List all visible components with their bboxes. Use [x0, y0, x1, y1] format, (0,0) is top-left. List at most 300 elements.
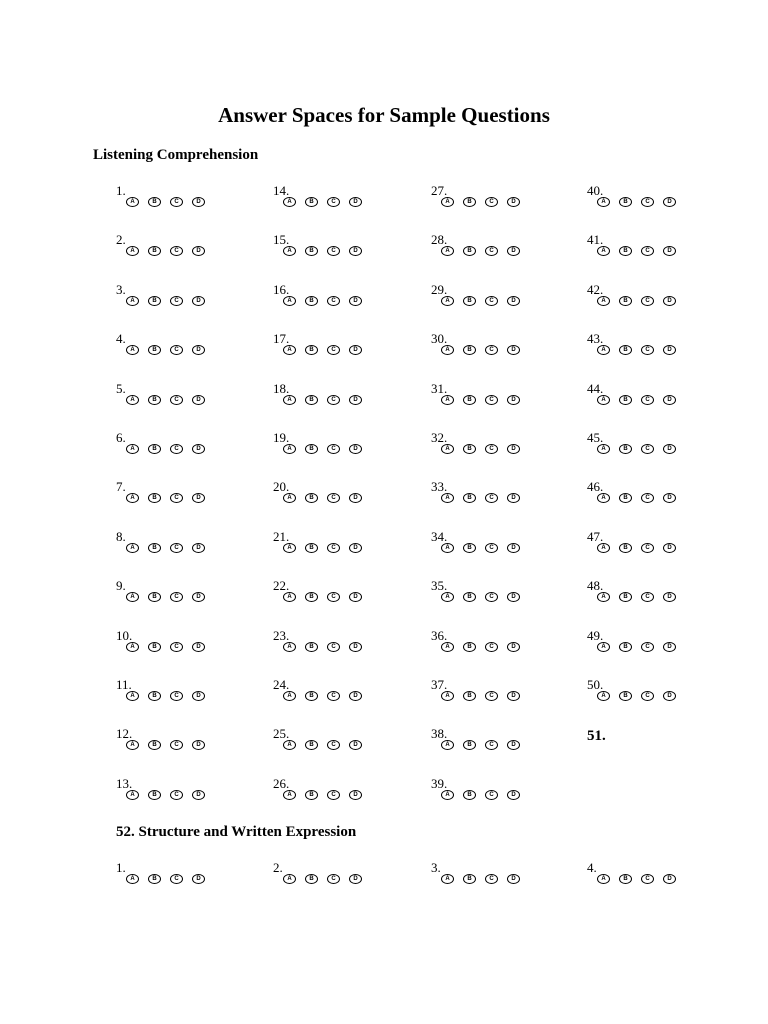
answer-bubble-b[interactable]: B: [619, 296, 632, 306]
answer-bubble-a[interactable]: A: [126, 246, 139, 256]
answer-bubble-d[interactable]: D: [192, 197, 205, 207]
answer-bubble-b[interactable]: B: [463, 874, 476, 884]
answer-bubble-b[interactable]: B: [305, 642, 318, 652]
answer-bubble-c[interactable]: C: [641, 395, 654, 405]
answer-bubble-d[interactable]: D: [349, 740, 362, 750]
answer-bubble-d[interactable]: D: [349, 246, 362, 256]
answer-bubble-b[interactable]: B: [463, 691, 476, 701]
answer-bubble-a[interactable]: A: [283, 296, 296, 306]
answer-bubble-a[interactable]: A: [126, 444, 139, 454]
answer-choices: [597, 592, 676, 601]
answer-bubble-d[interactable]: D: [349, 296, 362, 306]
answer-bubble-b[interactable]: B: [619, 642, 632, 652]
answer-bubble-d[interactable]: D: [663, 543, 676, 553]
answer-bubble-b[interactable]: B: [148, 874, 161, 884]
answer-bubble-a[interactable]: A: [126, 543, 139, 553]
answer-choices: [441, 197, 520, 206]
answer-item: [431, 579, 581, 609]
question-number: 3.: [431, 860, 441, 875]
answer-choices: [283, 395, 362, 404]
answer-bubble-b[interactable]: B: [148, 493, 161, 503]
answer-choices: [283, 444, 362, 453]
question-number: 18.: [273, 381, 290, 396]
answer-choices: [441, 874, 520, 883]
answer-bubble-a[interactable]: A: [597, 197, 610, 207]
question-number: 47.: [587, 529, 604, 544]
question-number: 44.: [587, 381, 604, 396]
answer-bubble-c[interactable]: C: [327, 345, 340, 355]
answer-bubble-d[interactable]: D: [663, 642, 676, 652]
answer-item: [116, 861, 266, 891]
answer-bubble-c[interactable]: C: [641, 345, 654, 355]
answer-item: [431, 332, 581, 362]
answer-bubble-b[interactable]: B: [463, 592, 476, 602]
answer-choices: [441, 740, 520, 749]
answer-item: [116, 777, 266, 807]
answer-item: [431, 233, 581, 263]
question-number: 48.: [587, 578, 604, 593]
answer-bubble-c[interactable]: C: [327, 444, 340, 454]
answer-choices: [441, 691, 520, 700]
answer-bubble-a[interactable]: A: [597, 345, 610, 355]
answer-bubble-a[interactable]: A: [597, 395, 610, 405]
section-title-structure: 52. Structure and Written Expression: [116, 824, 357, 840]
question-number: 4.: [587, 860, 597, 875]
answer-bubble-b[interactable]: B: [305, 543, 318, 553]
answer-bubble-a[interactable]: A: [597, 246, 610, 256]
answer-bubble-c[interactable]: C: [485, 691, 498, 701]
answer-bubble-c[interactable]: C: [327, 296, 340, 306]
answer-bubble-b[interactable]: B: [619, 246, 632, 256]
answer-bubble-d[interactable]: D: [507, 197, 520, 207]
answer-bubble-b[interactable]: B: [619, 345, 632, 355]
answer-bubble-d[interactable]: D: [349, 790, 362, 800]
answer-bubble-a[interactable]: A: [597, 592, 610, 602]
answer-bubble-b[interactable]: B: [148, 345, 161, 355]
answer-bubble-b[interactable]: B: [305, 592, 318, 602]
answer-bubble-b[interactable]: B: [463, 296, 476, 306]
answer-choices: [283, 691, 362, 700]
answer-choices: [126, 345, 205, 354]
answer-bubble-b[interactable]: B: [148, 592, 161, 602]
answer-bubble-a[interactable]: A: [126, 197, 139, 207]
answer-bubble-a[interactable]: A: [283, 642, 296, 652]
answer-bubble-d[interactable]: D: [507, 592, 520, 602]
answer-choices: [597, 691, 676, 700]
answer-bubble-c[interactable]: C: [641, 543, 654, 553]
answer-bubble-d[interactable]: D: [192, 395, 205, 405]
answer-item: [431, 727, 581, 757]
answer-bubble-c[interactable]: C: [485, 395, 498, 405]
answer-bubble-c[interactable]: C: [327, 493, 340, 503]
question-number: 34.: [431, 529, 448, 544]
answer-bubble-b[interactable]: B: [305, 790, 318, 800]
answer-item: [587, 629, 737, 659]
answer-bubble-c[interactable]: C: [641, 493, 654, 503]
answer-choices: [126, 592, 205, 601]
answer-bubble-c[interactable]: C: [327, 197, 340, 207]
answer-bubble-d[interactable]: D: [349, 444, 362, 454]
answer-bubble-b[interactable]: B: [463, 246, 476, 256]
answer-bubble-b[interactable]: B: [619, 592, 632, 602]
answer-bubble-b[interactable]: B: [463, 345, 476, 355]
answer-bubble-a[interactable]: A: [441, 691, 454, 701]
answer-bubble-a[interactable]: A: [441, 543, 454, 553]
answer-bubble-d[interactable]: D: [192, 592, 205, 602]
answer-item: [273, 678, 423, 708]
answer-bubble-c[interactable]: C: [170, 345, 183, 355]
answer-bubble-b[interactable]: B: [305, 493, 318, 503]
answer-bubble-d[interactable]: D: [663, 197, 676, 207]
question-number: 8.: [116, 529, 126, 544]
answer-bubble-c[interactable]: C: [170, 874, 183, 884]
answer-bubble-d[interactable]: D: [507, 444, 520, 454]
answer-bubble-c[interactable]: C: [170, 592, 183, 602]
answer-bubble-d[interactable]: D: [192, 246, 205, 256]
answer-choices: [441, 592, 520, 601]
answer-bubble-a[interactable]: A: [441, 740, 454, 750]
answer-bubble-d[interactable]: D: [192, 790, 205, 800]
answer-bubble-d[interactable]: D: [349, 395, 362, 405]
answer-bubble-d[interactable]: D: [192, 493, 205, 503]
question-number: 20.: [273, 479, 290, 494]
answer-choices: [126, 296, 205, 305]
answer-bubble-c[interactable]: C: [327, 691, 340, 701]
answer-bubble-c[interactable]: C: [485, 345, 498, 355]
answer-bubble-c[interactable]: C: [485, 790, 498, 800]
answer-bubble-c[interactable]: C: [170, 740, 183, 750]
section-title-listening: Listening Comprehension: [93, 147, 259, 163]
answer-bubble-a[interactable]: A: [597, 444, 610, 454]
answer-bubble-b[interactable]: B: [619, 444, 632, 454]
answer-choices: [126, 691, 205, 700]
answer-bubble-b[interactable]: B: [305, 740, 318, 750]
answer-bubble-a[interactable]: A: [126, 395, 139, 405]
answer-bubble-a[interactable]: A: [597, 642, 610, 652]
answer-bubble-b[interactable]: B: [305, 296, 318, 306]
answer-bubble-a[interactable]: A: [283, 543, 296, 553]
answer-bubble-d[interactable]: D: [349, 543, 362, 553]
answer-bubble-c[interactable]: C: [485, 740, 498, 750]
answer-bubble-c[interactable]: C: [485, 197, 498, 207]
answer-bubble-b[interactable]: B: [305, 874, 318, 884]
answer-bubble-d[interactable]: D: [663, 246, 676, 256]
answer-bubble-a[interactable]: A: [283, 790, 296, 800]
answer-bubble-c[interactable]: C: [170, 444, 183, 454]
answer-bubble-c[interactable]: C: [485, 543, 498, 553]
question-number: 4.: [116, 331, 126, 346]
answer-bubble-a[interactable]: A: [126, 493, 139, 503]
answer-item: [116, 233, 266, 263]
answer-bubble-a[interactable]: A: [597, 691, 610, 701]
answer-bubble-c[interactable]: C: [641, 197, 654, 207]
answer-bubble-d[interactable]: D: [663, 444, 676, 454]
answer-bubble-b[interactable]: B: [305, 246, 318, 256]
answer-bubble-d[interactable]: D: [507, 874, 520, 884]
answer-bubble-d[interactable]: D: [507, 642, 520, 652]
answer-bubble-a[interactable]: A: [441, 296, 454, 306]
answer-bubble-b[interactable]: B: [305, 395, 318, 405]
answer-bubble-d[interactable]: D: [192, 691, 205, 701]
answer-bubble-a[interactable]: A: [441, 345, 454, 355]
answer-bubble-a[interactable]: A: [283, 345, 296, 355]
answer-bubble-c[interactable]: C: [485, 444, 498, 454]
answer-bubble-b[interactable]: B: [463, 444, 476, 454]
answer-bubble-a[interactable]: A: [597, 296, 610, 306]
answer-bubble-c[interactable]: C: [327, 395, 340, 405]
answer-bubble-c[interactable]: C: [327, 592, 340, 602]
question-number: 43.: [587, 331, 604, 346]
answer-bubble-b[interactable]: B: [619, 874, 632, 884]
answer-bubble-d[interactable]: D: [507, 345, 520, 355]
page-title: Answer Spaces for Sample Questions: [218, 103, 550, 127]
answer-bubble-d[interactable]: D: [663, 395, 676, 405]
answer-bubble-d[interactable]: D: [349, 592, 362, 602]
answer-bubble-d[interactable]: D: [349, 345, 362, 355]
answer-choices: [283, 740, 362, 749]
answer-item: [273, 184, 423, 214]
answer-item: [431, 184, 581, 214]
answer-item: [587, 431, 737, 461]
answer-item: [116, 629, 266, 659]
answer-bubble-a[interactable]: A: [283, 874, 296, 884]
answer-bubble-c[interactable]: C: [327, 543, 340, 553]
answer-bubble-a[interactable]: A: [283, 197, 296, 207]
question-number: 31.: [431, 381, 448, 396]
question-number: 21.: [273, 529, 290, 544]
answer-bubble-c[interactable]: C: [485, 874, 498, 884]
answer-bubble-d[interactable]: D: [663, 345, 676, 355]
answer-bubble-c[interactable]: C: [641, 874, 654, 884]
answer-bubble-a[interactable]: A: [126, 790, 139, 800]
answer-bubble-d[interactable]: D: [507, 691, 520, 701]
answer-item: [273, 727, 423, 757]
answer-bubble-d[interactable]: D: [192, 444, 205, 454]
answer-bubble-a[interactable]: A: [441, 246, 454, 256]
answer-bubble-a[interactable]: A: [283, 740, 296, 750]
answer-bubble-d[interactable]: D: [349, 197, 362, 207]
question-number: 22.: [273, 578, 290, 593]
answer-bubble-a[interactable]: A: [441, 874, 454, 884]
answer-bubble-b[interactable]: B: [619, 197, 632, 207]
answer-bubble-a[interactable]: A: [126, 874, 139, 884]
answer-bubble-c[interactable]: C: [485, 246, 498, 256]
answer-bubble-b[interactable]: B: [305, 345, 318, 355]
answer-bubble-c[interactable]: C: [485, 592, 498, 602]
answer-bubble-a[interactable]: A: [597, 493, 610, 503]
question-number: 25.: [273, 726, 290, 741]
answer-bubble-c[interactable]: C: [485, 493, 498, 503]
answer-bubble-c[interactable]: C: [170, 790, 183, 800]
answer-item: [431, 382, 581, 412]
answer-bubble-b[interactable]: B: [463, 493, 476, 503]
question-number: 2.: [273, 860, 283, 875]
answer-bubble-d[interactable]: D: [349, 493, 362, 503]
answer-item: [116, 678, 266, 708]
answer-item: [587, 184, 737, 214]
answer-bubble-a[interactable]: A: [441, 592, 454, 602]
answer-item: [273, 382, 423, 412]
answer-bubble-d[interactable]: D: [507, 296, 520, 306]
answer-bubble-b[interactable]: B: [463, 740, 476, 750]
answer-item: [587, 283, 737, 313]
answer-item: [431, 530, 581, 560]
answer-bubble-a[interactable]: A: [126, 345, 139, 355]
answer-bubble-a[interactable]: A: [283, 592, 296, 602]
answer-choices: [283, 874, 362, 883]
answer-bubble-d[interactable]: D: [192, 345, 205, 355]
answer-bubble-b[interactable]: B: [619, 691, 632, 701]
question-number: 11.: [116, 677, 132, 692]
answer-bubble-d[interactable]: D: [507, 493, 520, 503]
answer-bubble-b[interactable]: B: [148, 543, 161, 553]
answer-item: [116, 579, 266, 609]
answer-bubble-c[interactable]: C: [327, 740, 340, 750]
answer-bubble-c[interactable]: C: [327, 874, 340, 884]
answer-bubble-b[interactable]: B: [148, 691, 161, 701]
answer-choices: [126, 444, 205, 453]
answer-bubble-c[interactable]: C: [485, 296, 498, 306]
answer-choices: [597, 197, 676, 206]
answer-bubble-a[interactable]: A: [283, 444, 296, 454]
answer-bubble-a[interactable]: A: [597, 543, 610, 553]
answer-bubble-c[interactable]: C: [170, 543, 183, 553]
question-number: 40.: [587, 183, 604, 198]
answer-bubble-a[interactable]: A: [441, 197, 454, 207]
answer-bubble-c[interactable]: C: [641, 246, 654, 256]
answer-bubble-d[interactable]: D: [349, 642, 362, 652]
answer-bubble-a[interactable]: A: [126, 592, 139, 602]
answer-bubble-c[interactable]: C: [641, 592, 654, 602]
answer-bubble-d[interactable]: D: [192, 543, 205, 553]
answer-choices: [126, 543, 205, 552]
answer-bubble-b[interactable]: B: [305, 197, 318, 207]
answer-bubble-c[interactable]: C: [641, 691, 654, 701]
answer-item: [587, 861, 737, 891]
answer-bubble-d[interactable]: D: [349, 874, 362, 884]
answer-bubble-a[interactable]: A: [597, 874, 610, 884]
question-number: 10.: [116, 628, 133, 643]
answer-bubble-b[interactable]: B: [619, 543, 632, 553]
answer-bubble-c[interactable]: C: [170, 493, 183, 503]
answer-item: [587, 678, 737, 708]
answer-bubble-a[interactable]: A: [441, 493, 454, 503]
answer-bubble-b[interactable]: B: [148, 740, 161, 750]
answer-bubble-a[interactable]: A: [126, 691, 139, 701]
answer-bubble-d[interactable]: D: [663, 296, 676, 306]
answer-bubble-c[interactable]: C: [170, 691, 183, 701]
answer-bubble-a[interactable]: A: [441, 395, 454, 405]
answer-bubble-d[interactable]: D: [507, 790, 520, 800]
answer-bubble-c[interactable]: C: [641, 642, 654, 652]
answer-item: [587, 530, 737, 560]
answer-bubble-a[interactable]: A: [126, 642, 139, 652]
answer-item: [273, 629, 423, 659]
answer-bubble-d[interactable]: D: [507, 543, 520, 553]
answer-bubble-d[interactable]: D: [507, 246, 520, 256]
answer-bubble-a[interactable]: A: [441, 444, 454, 454]
answer-bubble-b[interactable]: B: [148, 395, 161, 405]
answer-bubble-d[interactable]: D: [349, 691, 362, 701]
answer-item: [116, 480, 266, 510]
answer-bubble-d[interactable]: D: [192, 642, 205, 652]
answer-bubble-b[interactable]: B: [305, 691, 318, 701]
answer-bubble-d[interactable]: D: [192, 740, 205, 750]
answer-bubble-c[interactable]: C: [485, 642, 498, 652]
question-number: 23.: [273, 628, 290, 643]
answer-bubble-c[interactable]: C: [170, 642, 183, 652]
answer-bubble-a[interactable]: A: [441, 642, 454, 652]
answer-bubble-c[interactable]: C: [327, 642, 340, 652]
answer-choices: [597, 395, 676, 404]
answer-bubble-b[interactable]: B: [148, 790, 161, 800]
answer-bubble-c[interactable]: C: [170, 246, 183, 256]
answer-bubble-a[interactable]: A: [283, 691, 296, 701]
answer-bubble-c[interactable]: C: [170, 296, 183, 306]
answer-bubble-b[interactable]: B: [305, 444, 318, 454]
question-number: 24.: [273, 677, 290, 692]
answer-bubble-c[interactable]: C: [641, 444, 654, 454]
answer-bubble-b[interactable]: B: [463, 395, 476, 405]
answer-bubble-a[interactable]: A: [126, 740, 139, 750]
answer-bubble-b[interactable]: B: [463, 790, 476, 800]
answer-bubble-c[interactable]: C: [170, 197, 183, 207]
question-number: 33.: [431, 479, 448, 494]
answer-choices: [283, 592, 362, 601]
answer-item: [116, 727, 266, 757]
answer-bubble-c[interactable]: C: [327, 790, 340, 800]
answer-bubble-b[interactable]: B: [148, 642, 161, 652]
answer-bubble-a[interactable]: A: [283, 246, 296, 256]
answer-choices: [126, 874, 205, 883]
answer-bubble-d[interactable]: D: [507, 740, 520, 750]
answer-bubble-c[interactable]: C: [327, 246, 340, 256]
answer-bubble-a[interactable]: A: [441, 790, 454, 800]
answer-bubble-b[interactable]: B: [463, 642, 476, 652]
question-number: 26.: [273, 776, 290, 791]
answer-bubble-b[interactable]: B: [148, 246, 161, 256]
answer-bubble-d[interactable]: D: [663, 592, 676, 602]
answer-bubble-a[interactable]: A: [283, 395, 296, 405]
answer-choices: [597, 246, 676, 255]
question-number: 13.: [116, 776, 133, 791]
answer-choices: [441, 296, 520, 305]
answer-bubble-b[interactable]: B: [619, 493, 632, 503]
answer-bubble-a[interactable]: A: [283, 493, 296, 503]
answer-bubble-d[interactable]: D: [192, 296, 205, 306]
answer-bubble-d[interactable]: D: [192, 874, 205, 884]
answer-bubble-d[interactable]: D: [663, 691, 676, 701]
answer-bubble-a[interactable]: A: [126, 296, 139, 306]
answer-bubble-b[interactable]: B: [619, 395, 632, 405]
question-number: 37.: [431, 677, 448, 692]
answer-bubble-c[interactable]: C: [170, 395, 183, 405]
answer-bubble-d[interactable]: D: [663, 493, 676, 503]
answer-bubble-b[interactable]: B: [148, 444, 161, 454]
answer-bubble-d[interactable]: D: [663, 874, 676, 884]
answer-item: [273, 283, 423, 313]
question-number: 50.: [587, 677, 604, 692]
answer-bubble-b[interactable]: B: [463, 543, 476, 553]
question-number: 12.: [116, 726, 133, 741]
answer-bubble-b[interactable]: B: [148, 197, 161, 207]
question-number: 15.: [273, 232, 290, 247]
answer-bubble-b[interactable]: B: [148, 296, 161, 306]
answer-bubble-b[interactable]: B: [463, 197, 476, 207]
answer-bubble-d[interactable]: D: [507, 395, 520, 405]
answer-choices: [441, 395, 520, 404]
answer-bubble-c[interactable]: C: [641, 296, 654, 306]
